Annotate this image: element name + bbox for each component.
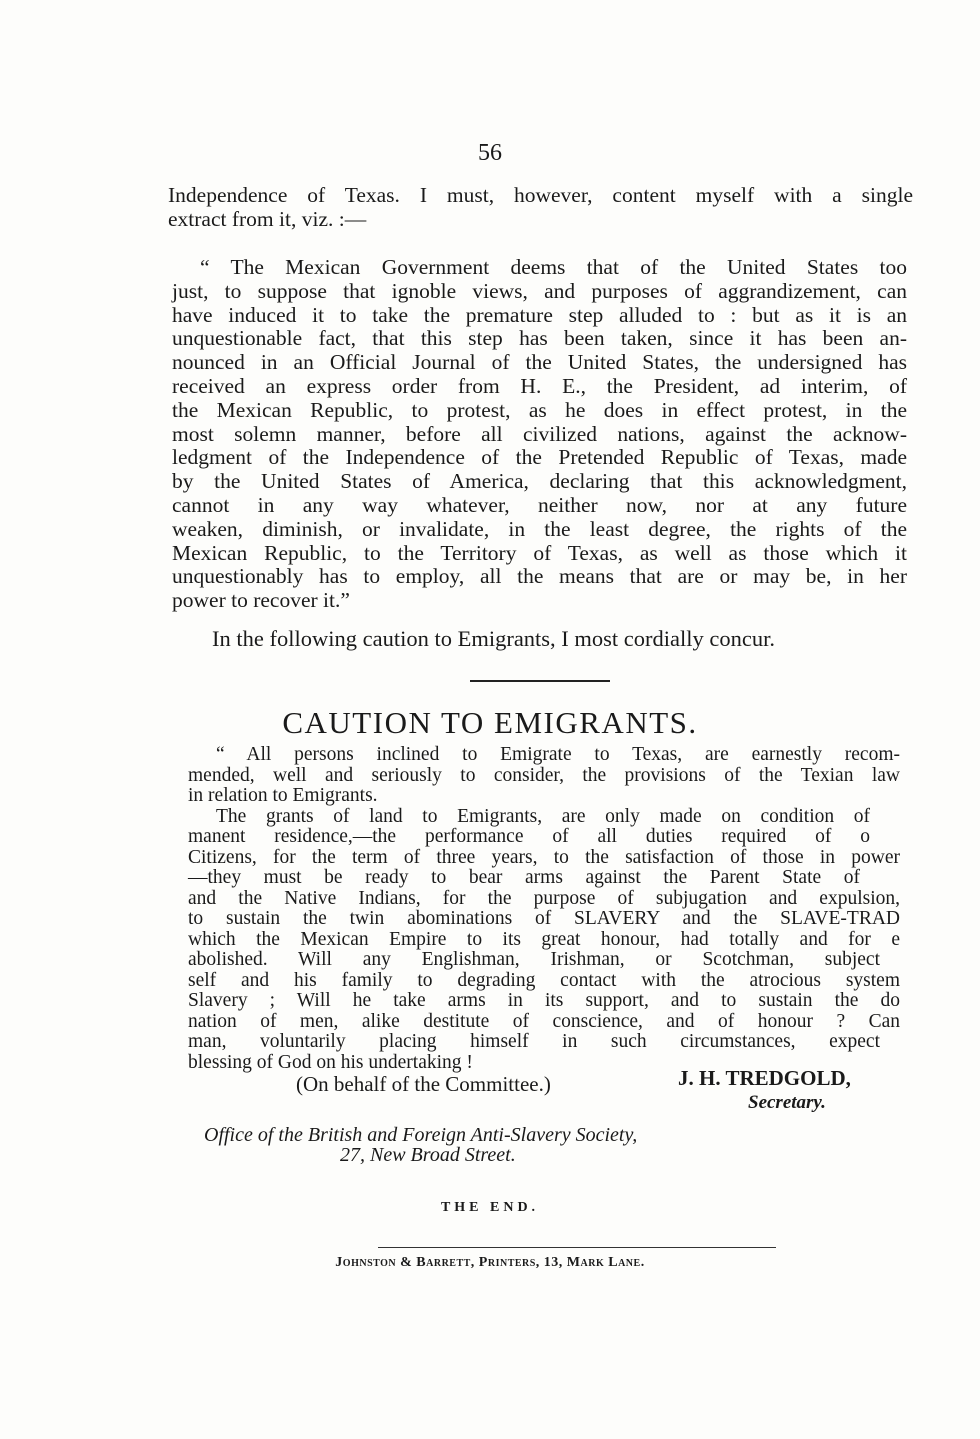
text-line: In the following caution to Emigrants, I most cordially concur. <box>212 626 776 651</box>
text-line: mended, well and seriously to consider, the provisions of the Texian law <box>188 764 900 786</box>
text-line: and the Native Indians, for the purpose of subjugation and expulsion, <box>188 887 900 909</box>
text-line: nounced in an Official Journal of the United States, the undersigned has <box>172 350 907 375</box>
text-line: have induced it to take the premature step alluded to : but as it is an <box>172 302 907 327</box>
printer-imprint: Johnston & Barrett, Printers, 13, Mark Lane. <box>335 1255 645 1270</box>
text-line: in relation to Emigrants. <box>188 785 378 806</box>
text-line: which the Mexican Empire to its great honour, had totally and for e <box>188 928 900 950</box>
intro-paragraph <box>168 184 913 232</box>
text-line: manent residence,—the performance of all duties required of o <box>188 826 870 847</box>
text-line: most solemn manner, before all civilized nations, against the acknow- <box>172 421 907 446</box>
text-line: —they must be ready to bear arms against the Parent State of <box>188 867 860 888</box>
concur-line <box>212 627 907 651</box>
text-line: just, to suppose that ignoble views, and purposes of aggrandizement, can <box>172 278 907 303</box>
text-line: the Mexican Republic, to protest, as he does in effect protest, in the <box>172 397 907 422</box>
text-line: nation of men, alike destitute of conscience, and of honour ? Can <box>188 1010 900 1032</box>
text-line: unquestionable fact, that this step has been taken, since it has been an- <box>172 326 907 351</box>
office-address-line1: Office of the British and Foreign Anti-Slavery Society, <box>204 1124 638 1146</box>
text-line: weaken, diminish, or invalidate, in the least degree, the rights of the <box>172 516 907 541</box>
text-line: blessing of God on his undertaking ! <box>188 1051 473 1073</box>
secretary-title: Secretary. <box>748 1092 826 1113</box>
committee-note: (On behalf of the Committee.) <box>296 1072 551 1096</box>
text-line: Independence of Texas. I must, however, content myself with a single <box>168 183 913 207</box>
caution-body <box>188 745 900 1073</box>
office-address-line2: 27, New Broad Street. <box>340 1144 516 1166</box>
page-number: 56 <box>478 140 502 166</box>
text-line: abolished. Will any Englishman, Irishman, or Scotchman, subject <box>188 949 880 970</box>
text-line: “ The Mexican Government deems that of the United States too <box>200 255 907 279</box>
text-line: by the United States of America, declaring that this acknowledgment, <box>172 469 907 494</box>
text-line: The grants of land to Emigrants, are only made on condition of <box>216 805 870 827</box>
text-line: extract from it, viz. :— <box>168 206 367 231</box>
text-line: received an express order from H. E., the President, ad interim, of <box>172 373 907 398</box>
mexican-government-quote <box>172 256 907 613</box>
section-divider <box>470 680 610 682</box>
text-line: Slavery ; Will he take arms in its support, and to sustain the do <box>188 990 900 1011</box>
secretary-name: J. H. TREDGOLD, <box>678 1066 851 1090</box>
text-line: power to recover it.” <box>172 588 350 613</box>
text-line: self and his family to degrading contact with the atrocious system <box>188 969 900 991</box>
text-line: Citizens, for the term of three years, to the satisfaction of those in power <box>188 846 900 868</box>
text-line: man, voluntarily placing himself in such circumstances, expect <box>188 1031 880 1052</box>
text-line: to sustain the twin abominations of SLAVERY and the SLAVE-TRAD <box>188 908 900 929</box>
text-line: Mexican Republic, to the Territory of Texas, as well as those which it <box>172 540 907 565</box>
text-line: cannot in any way whatever, neither now, nor at any future <box>172 492 907 517</box>
printer-rule <box>378 1247 776 1248</box>
caution-heading: CAUTION TO EMIGRANTS. <box>282 705 698 740</box>
text-line: “ All persons inclined to Emigrate to Texas, are earnestly recom- <box>216 744 900 765</box>
text-line: unquestionably has to employ, all the means that are or may be, in her <box>172 564 907 589</box>
the-end: THE END. <box>440 1200 540 1215</box>
text-line: ledgment of the Independence of the Pretended Republic of Texas, made <box>172 445 907 470</box>
